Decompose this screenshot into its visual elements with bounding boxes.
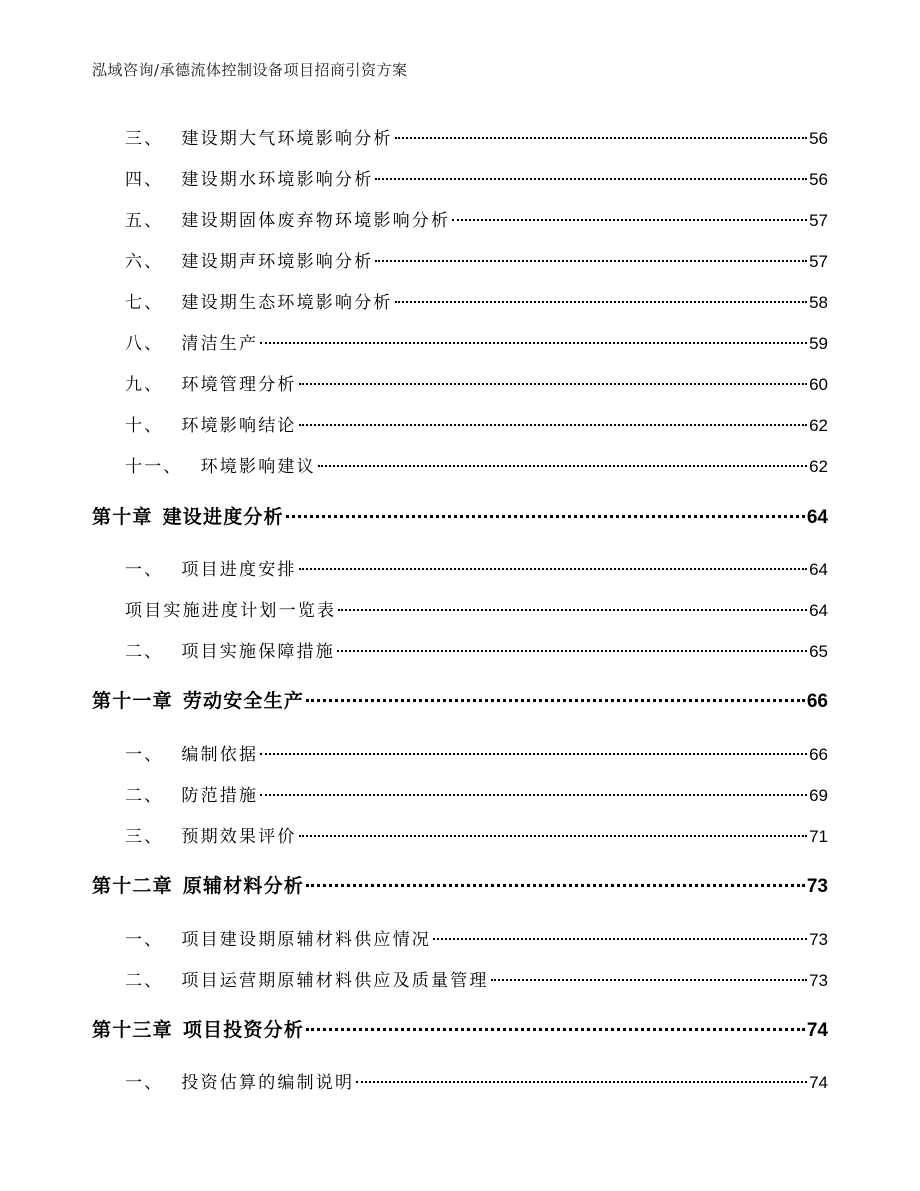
toc-entry-title: 投资估算的编制说明	[181, 1073, 355, 1093]
toc-entry[interactable]	[125, 781, 828, 806]
toc-page-number: 62	[809, 457, 828, 476]
dot-leader	[299, 835, 807, 837]
toc-entry-title: 建设期水环境影响分析	[181, 170, 374, 190]
toc-entry-number: 三、	[125, 129, 164, 149]
toc-page-number: 56	[809, 129, 828, 148]
dot-leader	[306, 699, 805, 702]
toc-entry[interactable]	[125, 452, 828, 477]
toc-entry-label	[125, 740, 258, 765]
dot-leader	[260, 753, 807, 755]
toc-entry-number: 八、	[125, 334, 164, 354]
toc-entry-label	[125, 452, 316, 477]
toc-entry-label	[125, 411, 297, 436]
dot-leader	[260, 342, 807, 344]
toc-entry[interactable]	[125, 206, 828, 231]
toc-entry-number: 十、	[125, 416, 164, 436]
toc-page-number: 73	[809, 971, 828, 990]
dot-leader	[318, 465, 807, 467]
toc-entry-title: 项目建设期原辅材料供应情况	[181, 930, 432, 950]
dot-leader	[299, 568, 807, 570]
dot-leader	[306, 1028, 805, 1031]
toc-page-number: 66	[806, 691, 828, 712]
page-header: 泓域咨询/承德流体控制设备项目招商引资方案	[92, 61, 408, 79]
toc-entry-number: 一、	[125, 745, 164, 765]
dot-leader	[337, 650, 807, 652]
toc-entry-title: 环境管理分析	[181, 375, 297, 395]
toc-chapter[interactable]	[92, 871, 828, 898]
toc-entry-label	[125, 925, 431, 950]
toc-chapter-title: 建设进度分析	[162, 506, 284, 528]
dot-leader	[356, 1081, 807, 1083]
toc-entry-title: 防范措施	[181, 786, 259, 806]
toc-entry-title: 建设期大气环境影响分析	[181, 129, 393, 149]
toc-entry[interactable]	[125, 247, 828, 272]
toc-entry-label	[125, 966, 489, 991]
toc-chapter-label	[92, 686, 304, 713]
toc-entry-title: 环境影响建议	[200, 457, 316, 477]
toc-entry-title: 项目实施保障措施	[181, 642, 336, 662]
toc-entry-title: 预期效果评价	[181, 827, 297, 847]
toc-page-number: 59	[809, 334, 828, 353]
toc-page-number: 74	[809, 1073, 828, 1092]
toc-entry[interactable]	[125, 925, 828, 950]
toc-entry[interactable]	[125, 370, 828, 395]
toc-page-number: 66	[809, 745, 828, 764]
toc-chapter-label	[92, 871, 304, 898]
toc-entry-label	[125, 288, 393, 313]
dot-leader	[395, 301, 807, 303]
toc-page-number: 56	[809, 170, 828, 189]
toc-entry[interactable]	[125, 637, 828, 662]
toc-page-number: 64	[806, 507, 828, 528]
toc-chapter[interactable]	[92, 686, 828, 713]
toc-page-number: 64	[809, 601, 828, 620]
toc-chapter-number: 第十二章	[92, 875, 173, 897]
toc-entry-number: 四、	[125, 170, 164, 190]
toc-page-number: 65	[809, 642, 828, 661]
toc-entry-number: 二、	[125, 971, 164, 991]
toc-entry[interactable]	[125, 555, 828, 580]
toc-entry-number: 十一、	[125, 457, 183, 477]
toc-page-number: 60	[809, 375, 828, 394]
dot-leader	[433, 938, 807, 940]
toc-entry-number: 二、	[125, 642, 164, 662]
toc-entry-title: 建设期生态环境影响分析	[181, 293, 393, 313]
toc-chapter[interactable]	[92, 1015, 828, 1042]
toc-entry[interactable]	[125, 124, 828, 149]
toc-entry-label	[125, 124, 393, 149]
toc-entry-label	[125, 329, 258, 354]
dot-leader	[375, 178, 807, 180]
toc-entry-number: 五、	[125, 211, 164, 231]
toc-entry[interactable]	[125, 822, 828, 847]
toc-entry-number: 一、	[125, 930, 164, 950]
toc-entry[interactable]	[125, 165, 828, 190]
dot-leader	[338, 609, 807, 611]
toc-entry-number: 九、	[125, 375, 164, 395]
toc-page-number: 57	[809, 211, 828, 230]
toc-entry[interactable]	[125, 1068, 828, 1093]
toc-chapter-title: 项目投资分析	[182, 1019, 305, 1041]
toc-entry-label	[125, 1068, 354, 1093]
toc-entry-title: 项目进度安排	[181, 560, 297, 580]
dot-leader	[375, 260, 807, 262]
toc-entry-title: 建设期固体废弃物环境影响分析	[181, 211, 451, 231]
toc-chapter-title: 原辅材料分析	[182, 875, 305, 897]
dot-leader	[491, 979, 807, 981]
toc-entry-title: 项目实施进度计划一览表	[125, 601, 337, 621]
toc-chapter-label	[92, 502, 284, 529]
dot-leader	[286, 515, 805, 518]
toc-entry-title: 环境影响结论	[181, 416, 297, 436]
dot-leader	[395, 137, 807, 139]
toc-page-number: 74	[806, 1020, 828, 1041]
toc-chapter-number: 第十三章	[92, 1019, 173, 1041]
toc-page-number: 58	[809, 293, 828, 312]
toc-entry-title: 编制依据	[181, 745, 259, 765]
toc-entry-title: 建设期声环境影响分析	[181, 252, 374, 272]
toc-entry-number: 七、	[125, 293, 164, 313]
toc-page-number: 62	[809, 416, 828, 435]
toc-entry-label	[125, 822, 297, 847]
toc-entry-number: 三、	[125, 827, 164, 847]
toc-page-number: 64	[809, 560, 828, 579]
toc-entry-label	[125, 637, 335, 662]
toc-entry[interactable]	[125, 329, 828, 354]
toc-chapter-number: 第十一章	[92, 690, 173, 712]
dot-leader	[452, 219, 807, 221]
toc-chapter-label	[92, 1015, 304, 1042]
toc-entry-label	[125, 596, 336, 621]
toc-entry-label	[125, 781, 258, 806]
toc-entry-title: 项目运营期原辅材料供应及质量管理	[181, 971, 489, 991]
toc-entry-label	[125, 165, 373, 190]
toc-entry[interactable]	[125, 740, 828, 765]
dot-leader	[299, 383, 807, 385]
toc-entry[interactable]	[125, 596, 828, 621]
toc-entry-label	[125, 555, 297, 580]
toc-entry-number: 一、	[125, 1073, 164, 1093]
toc-entry[interactable]	[125, 288, 828, 313]
toc-page-number: 69	[809, 786, 828, 805]
toc-page-number: 57	[809, 252, 828, 271]
dot-leader	[299, 424, 807, 426]
toc-page-number: 73	[806, 876, 828, 897]
toc-entry-label	[125, 370, 297, 395]
toc-entry[interactable]	[125, 966, 828, 991]
toc-entry-label	[125, 206, 450, 231]
toc-entry-number: 二、	[125, 786, 164, 806]
toc-chapter[interactable]	[92, 502, 828, 529]
toc-entry-number: 一、	[125, 560, 164, 580]
toc-entry[interactable]	[125, 411, 828, 436]
toc-page-number: 71	[809, 827, 828, 846]
toc-chapter-title: 劳动安全生产	[182, 690, 305, 712]
toc-entry-label	[125, 247, 373, 272]
toc-entry-number: 六、	[125, 252, 164, 272]
dot-leader	[260, 794, 807, 796]
dot-leader	[306, 884, 805, 887]
toc-chapter-number: 第十章	[92, 506, 153, 528]
toc-page-number: 73	[809, 930, 828, 949]
toc-entry-title: 清洁生产	[181, 334, 259, 354]
